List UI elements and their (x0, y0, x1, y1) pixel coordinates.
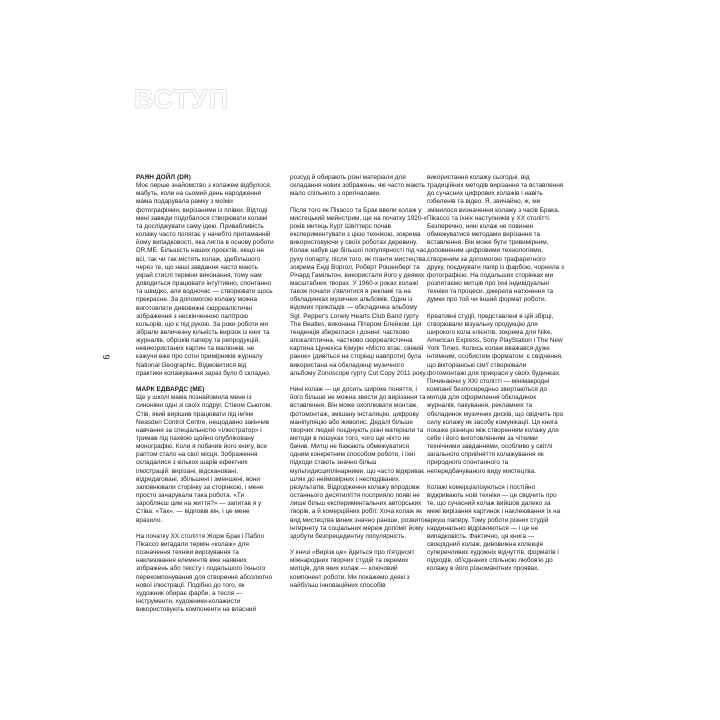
author-heading-me: МАРК ЕДВАРДС (ME) (136, 386, 205, 394)
paragraph: розсуд й обирають різні матеріали для складання нових зображень, які часто мають мало спільного з оригіналами. (290, 174, 425, 198)
paragraph: Після того як Пікассо та Брак ввели колаж у мистецький мейнстрим, ще на початку 1920-х років митець Курт Швіттерс почав експериментувати з цією технікою, зокрема використовуючи у своїх роботах деревину. Колаж набув ще більшої популярності під час руху попарту, після того, як гіганти мистецтва, зокрема Енді Воргол, Роберт Рошенберг та Річард Гамільтон, використали його у деяких масштабних творах. У 1960-х роках колажі також почали з'являтися в рекламі та на обкладинках музичних альбомів. Один із відомих прикладів — обкладинка альбому Sgt. Pepper's Lonely Hearts Club Band гурту The Beatles, виконана Пітером Блейком. Ця тенденція збереглася і донині: частково апокаліптична, частково сюрреалістична картина Цунехіса Кімури «Місто втає: свіжий ранок» (дивіться на сторінці навпроти) була використана на обкладинці музичного альбому Zonoscope гурту Cut Copy 2011 року. (290, 206, 428, 377)
text-column-3 (427, 174, 565, 582)
paragraph: Нині колаж — це досить широке поняття, і його більше не можна звести до вирізання та вставлення. Він може охоплювати монтаж, фотомонтаж, змішану інсталяцію, цифрову маніпуляцію або живопис. Дедалі більше творчих людей поєднують різні матеріали та методи в пошуках того, чого ще ніхто не бачив. Митці не бажають обмежуватися одним конкретним способом роботи, і їхні підходи стають значно більш мультидисциплінарними, що часто відкриває шлях до неймовірних і несподіваних результатів. Відродження колажу впродовж останнього десятиліття посприяло появі не лише більш експериментальних авторських творів, а й комерційних робіт. Хоча колаж як вид мистецтва виник значно раніше, розвиток інтернету та соціальних мереж допоміг йому здобути безпрецедентну популярність. (290, 386, 428, 540)
page-number: 6 (101, 354, 112, 360)
paragraph: На початку XX століття Жорж Брак і Пабло Пікассо вигадали термін «колаж» для позначення техніки вирізування та наклеювання елементів вже наявних зображень або тексту і подальшого їхнього перекомпонування для створення абсолютно нової ілюстрації. Подібно до того, як художник обирає фарби, а тесля — інструменти, художники-колажисти використовують компоненти на власний (136, 532, 273, 614)
author-heading-dr: РАЯН ДОЙЛ (DR) (136, 174, 191, 181)
paragraph: Креативні студії, представлені в цій збірці, створювали візуальну продукцію для широкого кола клієнтів, зокрема для Nike, American Express, Sony PlayStation і The New York Times. Колись колаж вважався дуже інтимним, особистим форматом: є свідчення, що вікторіанські сім'ї створювали фотомонтажі для прикраси у своїх будинках. Починаючи у XXI столітті — мінімакродні компанії безпосередньо звертаються до митців для оформлення обкладинок журналів, пакування, рекламних та обкладинок музичних дисків, що свідчить про силу колажу як засобу комунікації. Ця книга покаже різницю між створенням колажу для себе і його виготовленням за чіткими технічними завданнями, особливо у світлі загального сприйняття колажування як природного спонтанного та непередбачуваного виду мистецтва. (427, 312, 564, 475)
page-title: ВСТУП (134, 84, 229, 114)
text-column-1 (136, 174, 274, 623)
paragraph: Моє перше знайомство з колажем відбулося, мабуть, коли на сьомий день народження мама подарувала рамку з моїми фотографіями, вирізаними із плівки. Відтоді мені завжди подобалося створювати колажі та досліджувати саму ідею. Привабливість колажу часто полягає у начебто притаманній йому випадковості, яка лягла в основу роботи DR.ME. Більшість наших проєктів, якщо не всі, так чи так містять колаж, здебільшого через те, що наші завдання часто мають украй стислі терміни виконання, тому нам доводиться працювати інтуїтивно, спонтанно та швидко, але водночас — створювати щось прекрасне. За допомогою колажу можна виготовляти дивовижні сюрреалістичні зображення з нескінченною палітрою кольорів, що є під рукою. За роки роботи ми зібрали величезну кількість вирізок із книг та журналів, обрізків паперу та репродукцій, невикористаних картин та малюнків, не кажучи вже про сотні примірників журналу National Geographic. Відмовитися від практики колажування зараз було б складно. (136, 182, 274, 377)
paragraph: Ще у школі мама познайомила мене із синоніми одні зі своїх подруг, Стівом Сьютом. Стів, який вирішив працювати під ім'ям Neasden Control Centre, нещодавно закінчив навчання за спеціальністю «Ілюстратор» і тримав під пахвою щойно опубліковану монографію. Коли я побачив його книгу, все раптом стало на свої місця. Зображення складалися з кількох шарів ефектних ілюстрацій: вирізані, відскановані, відредаговані, збільшені і зменшені, вони заповнювали сторінку за сторінкою, і мене просто зачарувала така робота. «Ти заробляєш цим на життя?» — запитав я у Стіва. «Так», — відповів він, і це мене вразило. (136, 394, 272, 524)
text-column-2 (290, 174, 428, 598)
paragraph: У книзі «Вирізк це» йдеться про п'ятдесят міжнародних творчих студій та окремих митців, для яких колаж — ключовий компонент роботи. Ми покажемо деякі з найбільш інноваційних способів (290, 549, 415, 589)
paragraph: використання колажу сьогодні, від традиційних методів вирізання та вставлення до сучасних цифрових колажів і навіть гобеленів та відео. Я, звичайно, ж, ми змінилося визначення колажу з часів Брака, Пікассо та їхніх наступників у XX столітті. Безперечно, нині колаж не повинен обмежуватися методами вирізання та вставлення. Він може бути тривимірним, доповненим цифровими технологіями, створеним за допомогою трафаретного друку, поєднувати папір із фарбою, чорнила з фотографією. На подальших сторінках ми розпитаємо митців про їхні індивідуальні техніки та процеси, джерела натхнення та думки про той чи інший формат роботи. (427, 174, 564, 304)
paragraph: Колажі комерціалізуються і постійно відкривають нові техніки — це свідчить про те, що сучасний колаж вийшов далеко за межі вирізання картинок і наклеювання їх на аркуш паперу. Тому роботи різних студій кардинально відрізняються — і це не випадковість. Фактично, ця книга — своєрідний колаж, дивовижна колекція суперечливих художніх відчуттів, форматів і підходів, об'єднаних спільною любов'ю до колажу в його різноманітних проявах. (427, 483, 561, 573)
